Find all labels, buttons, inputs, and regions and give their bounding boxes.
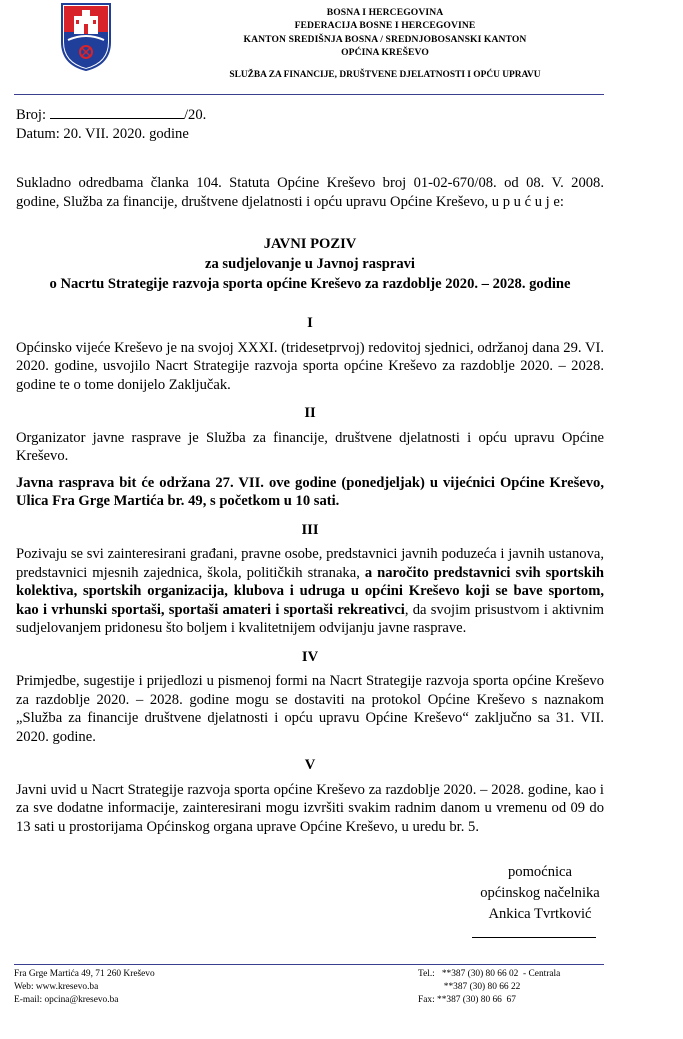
document-body	[16, 105, 604, 836]
section-heading-5: V	[304, 757, 316, 773]
section-2-bold-text: Javna rasprava bit će održana 27. VII. ove godine (ponedjeljak) u vijećnici Općine Kreševo, Ulica Fra Grge Martića br. 49, s početkom u 10 sati.	[16, 474, 604, 509]
section-3-text-bold: a naročito predstavnici svih sportskih kolektiva, sportskih organizacija, klubova i udruga u općini Kreševo koji se bave sportom, kao i vrhunski sportaši, sportaši amateri i sportaši rekreativci	[16, 564, 604, 618]
canton-line: KANTON SREDIŠNJA BOSNA / SREDNJOBOSANSKI KANTON	[243, 33, 527, 45]
document-title	[16, 234, 604, 294]
section-heading-2: II	[304, 405, 316, 421]
footer-email: E-mail: opcina@kresevo.ba	[14, 994, 119, 1005]
intro-paragraph: Sukladno odredbama članka 104. Statuta Općine Kreševo broj 01-02-670/08. od 08. V. 2008. godine, Služba za financije, društvene djelatnosti i opću upravu Općine Kreševo, u p u ć u j e:	[16, 175, 604, 210]
letterhead	[0, 0, 683, 96]
footer-address: Fra Grge Martića 49, 71 260 Kreševo	[14, 969, 155, 979]
signature-line	[472, 937, 596, 938]
footer-tel-2: **387 (30) 80 66 22	[418, 981, 521, 992]
section-heading-3: III	[301, 521, 319, 538]
header-divider	[14, 94, 604, 95]
section-heading-1: I	[307, 315, 313, 331]
letterhead-lines	[120, 6, 650, 60]
footer-fax: Fax: **387 (30) 80 66 67	[418, 994, 516, 1005]
broj-blank	[50, 105, 184, 119]
signature-block	[455, 862, 625, 925]
country-line: BOSNA I HERCEGOVINA	[326, 7, 444, 18]
title-main: JAVNI POZIV	[263, 236, 357, 252]
reference-number	[16, 105, 604, 125]
footer-web: Web: www.kresevo.ba	[14, 981, 99, 992]
municipal-crest-icon	[60, 2, 112, 72]
date-line: Datum: 20. VII. 2020. godine	[16, 125, 189, 142]
title-sub: za sudjelovanje u Javnoj raspravi	[205, 256, 415, 272]
signature-office: općinskog načelnika	[480, 885, 600, 901]
section-1-text: Općinsko vijeće Kreševo je na svojoj XXXI. (tridesetprvoj) redovitoj sjednici, održanoj dana 29. VI. 2020. godine, usvojilo Nacrt Strategije razvoja sporta općine Kreševo za razdoblje 2020. – 2028. godine te o tome donijelo Zaključak.	[16, 339, 604, 393]
municipality-line: OPĆINA KREŠEVO	[341, 47, 429, 59]
signature-name: Ankica Tvrtković	[488, 906, 592, 922]
section-4-text: Primjedbe, sugestije i prijedlozi u pismenoj formi na Nacrt Strategije razvoja sporta općine Kreševo za razdoblje 2020. – 2028. godine mogu se dostaviti na protokol Općine Kreševo s naznakom „Služba za financije društvene djelatnosti i opću upravu Općine Kreševo“ zaključno sa 31. VII. 2020. godine.	[16, 673, 604, 745]
federation-line: FEDERACIJA BOSNE I HERCEGOVINE	[294, 20, 476, 32]
section-3-text-b: , da svojim prisustvom i aktivnim sudjelovanjem pridonesu što boljem i kvalitetnijem odvijanju javne rasprave.	[16, 601, 604, 636]
section-3-text	[16, 545, 604, 638]
section-heading-4: IV	[301, 648, 319, 665]
footer-tel: Tel.: **387 (30) 80 66 02 - Centrala	[418, 969, 561, 979]
footer-divider	[14, 964, 604, 965]
broj-suffix: /20.	[184, 107, 207, 123]
section-3-text-a: Pozivaju se svi zainteresirani građani, pravne osobe, predstavnici javnih poduzeća i javnih ustanova, predstavnici mjesnih zajednica, škola, političkih stranaka,	[16, 546, 604, 581]
footer-contact-left	[14, 968, 155, 1006]
service-name: SLUŽBA ZA FINANCIJE, DRUŠTVENE DJELATNOSTI I OPĆU UPRAVU	[229, 70, 541, 80]
title-subject: o Nacrtu Strategije razvoja sporta općine Kreševo za razdoblje 2020. – 2028. godine	[49, 276, 571, 292]
footer-contact-right	[418, 968, 560, 1006]
section-2-text: Organizator javne rasprave je Služba za financije, društvene djelatnosti i opću upravu Općine Kreševo.	[16, 429, 604, 464]
signature-role: pomoćnica	[507, 864, 573, 880]
broj-label: Broj:	[16, 107, 46, 123]
section-5-text: Javni uvid u Nacrt Strategije razvoja sporta općine Kreševo za razdoblje 2020. – 2028. godine, kao i za sve dodatne informacije, zainteresirani mogu izvršiti svakim radnim danom u vremenu od 09 do 13 sati u prostorijama Općinskog organa uprave Općine Kreševo, u uredu br. 5.	[16, 781, 604, 835]
